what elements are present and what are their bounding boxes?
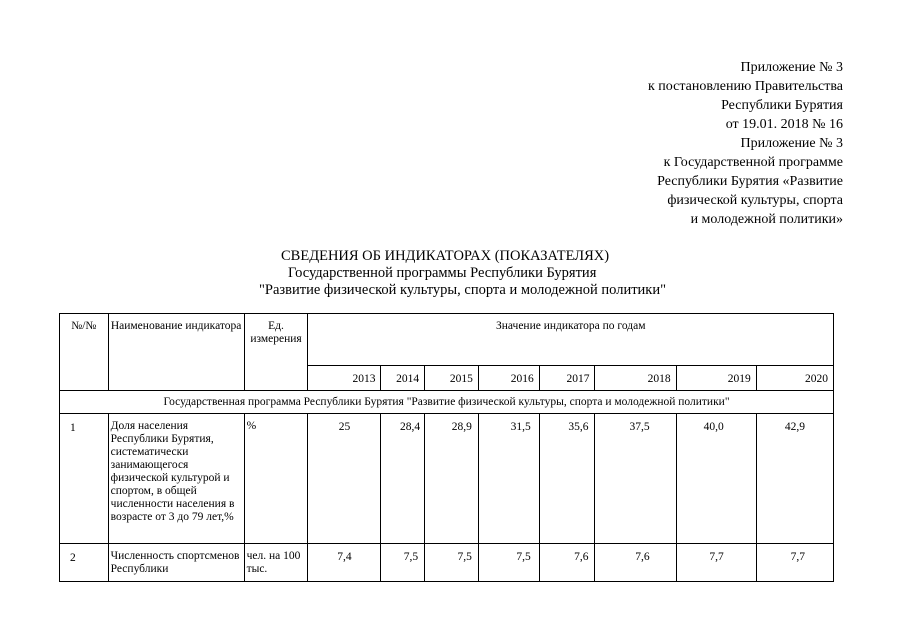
row-value: 25: [308, 414, 381, 544]
appendix-program-note: [657, 134, 843, 229]
row-value: 28,4: [381, 414, 425, 544]
header-unit: Ед. измерения: [244, 314, 308, 391]
appendix-program-line: Республики Бурятия «Развитие: [657, 174, 843, 189]
row-indicator-name: Численность спортсменов Республики: [108, 544, 244, 582]
row-value: 42,9: [756, 414, 833, 544]
row-value: 7,7: [756, 544, 833, 582]
table-row: [60, 414, 834, 544]
year-cell: 2018: [595, 366, 676, 391]
row-value: 40,0: [676, 414, 756, 544]
row-value: 7,5: [381, 544, 425, 582]
row-indicator-name: Доля населения Республики Бурятия, систематически занимающегося физической культурой и спортом, в общей численности населения в возрасте от 3 до 79 лет,%: [108, 414, 244, 544]
appendix-resolution-line: Приложение № 3: [740, 60, 843, 75]
appendix-program-line: и молодежной политики»: [690, 212, 843, 227]
row-value: 37,5: [595, 414, 676, 544]
header-values-by-year: Значение индикатора по годам: [308, 314, 834, 366]
row-value: 7,5: [425, 544, 479, 582]
year-cell: 2016: [478, 366, 539, 391]
program-title-cell: Государственная программа Республики Бурятия "Развитие физической культуры, спорта и молодежной политики": [60, 391, 834, 414]
appendix-program-line: к Государственной программе: [663, 155, 843, 170]
year-cell: 2013: [308, 366, 381, 391]
row-value: 7,5: [478, 544, 539, 582]
appendix-resolution-line: Республики Бурятия: [721, 98, 843, 113]
year-cell: 2015: [425, 366, 479, 391]
row-value: 7,4: [308, 544, 381, 582]
year-cell: 2014: [381, 366, 425, 391]
row-unit: %: [244, 414, 308, 544]
year-cell: 2019: [676, 366, 756, 391]
header-indicator-name: Наименование индикатора: [108, 314, 244, 391]
appendix-resolution-note: [648, 58, 843, 134]
row-value: 7,6: [595, 544, 676, 582]
row-value: 31,5: [478, 414, 539, 544]
program-row: [60, 391, 834, 414]
table-header-row: [60, 314, 834, 366]
row-num: 1: [60, 414, 109, 544]
row-unit: чел. на 100 тыс.: [244, 544, 308, 582]
row-value: 35,6: [539, 414, 595, 544]
row-value: 7,6: [539, 544, 595, 582]
title-line: Государственной программы Республики Бурятия: [288, 265, 597, 281]
year-cell: 2020: [756, 366, 833, 391]
appendix-program-line: физической культуры, спорта: [667, 193, 843, 208]
table-row: [60, 544, 834, 582]
row-value: 28,9: [425, 414, 479, 544]
row-value: 7,7: [676, 544, 756, 582]
title-line: "Развитие физической культуры, спорта и молодежной политики": [259, 282, 667, 298]
appendix-program-line: Приложение № 3: [740, 136, 843, 151]
appendix-resolution-line: к постановлению Правительства: [647, 79, 843, 94]
title-line: СВЕДЕНИЯ ОБ ИНДИКАТОРАХ (ПОКАЗАТЕЛЯХ): [281, 248, 610, 264]
appendix-resolution-line: от 19.01. 2018 № 16: [725, 117, 843, 132]
row-num: 2: [60, 544, 109, 582]
year-cell: 2017: [539, 366, 595, 391]
indicators-table: [59, 313, 834, 582]
header-num: №/№: [60, 314, 109, 391]
